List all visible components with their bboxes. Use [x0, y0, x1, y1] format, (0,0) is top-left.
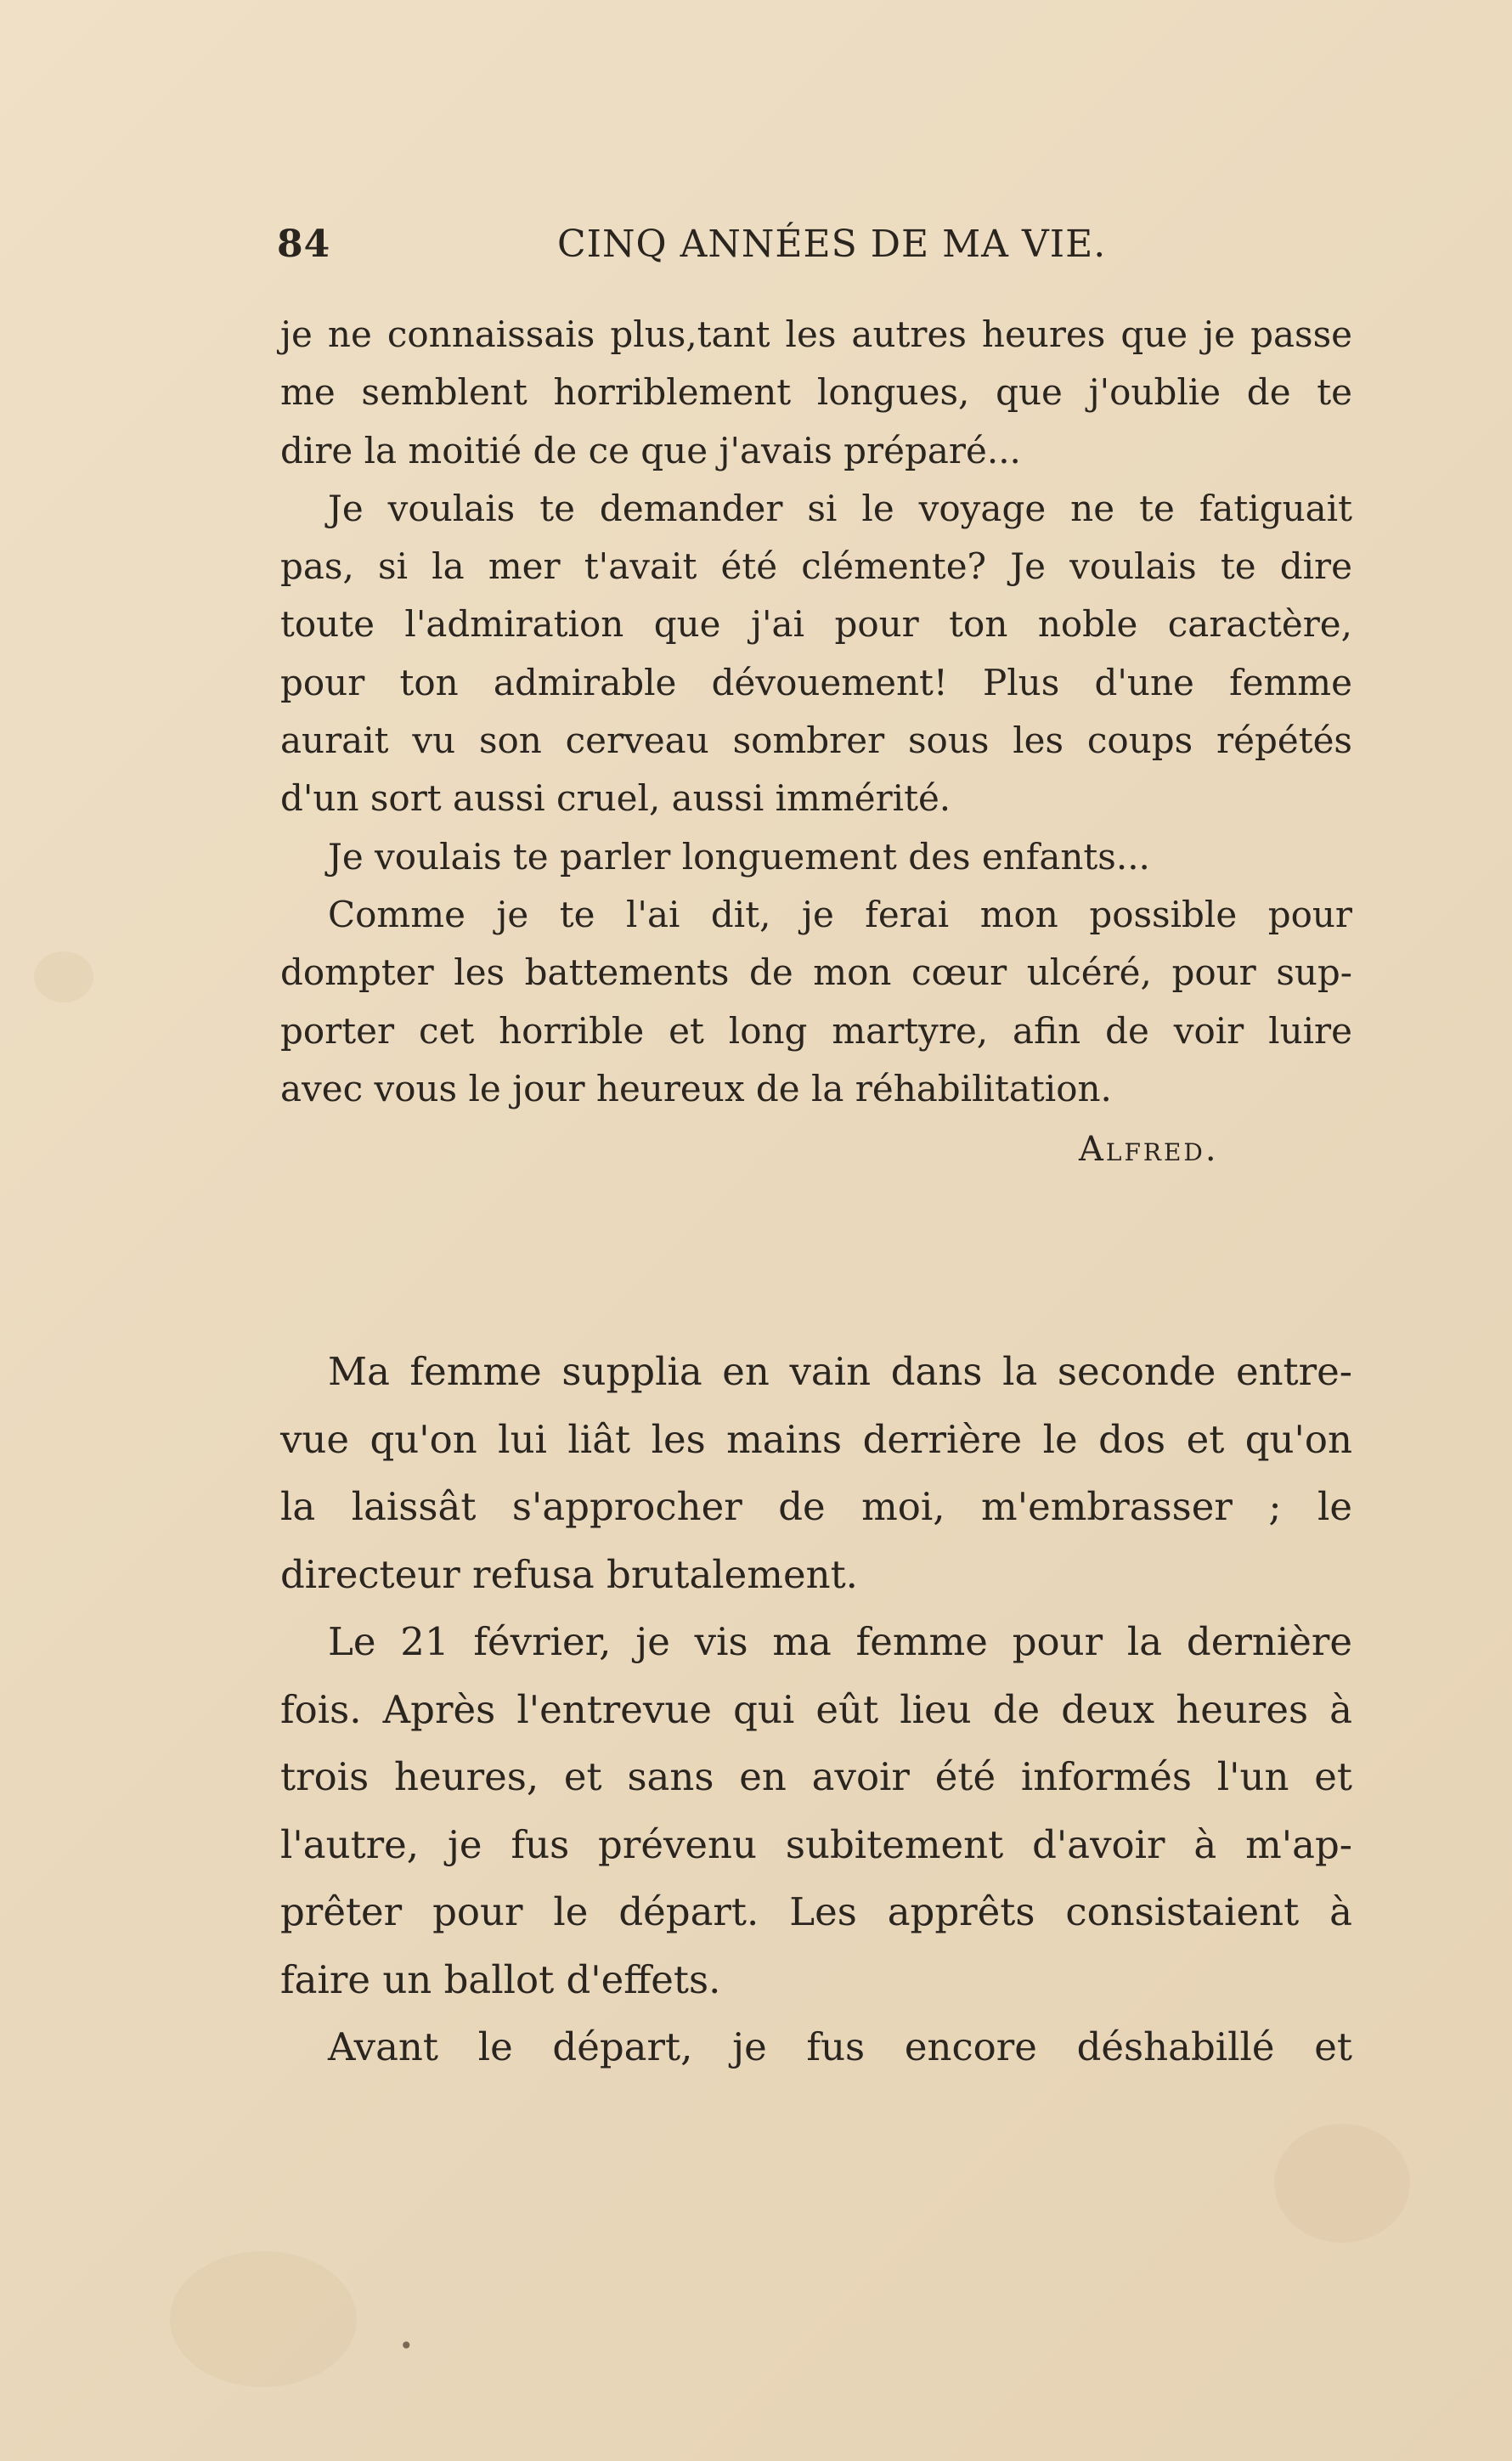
letter-text: [280, 306, 1352, 1118]
text-line: Je voulais te demander si le voyage ne te fatiguait: [328, 487, 1352, 529]
paper-stain: [170, 2251, 357, 2387]
page-number: 84: [277, 223, 331, 266]
text-line: aurait vu son cerveau sombrer sous les coups répétés: [280, 720, 1352, 762]
text-line: trois heures, et sans en avoir été informés l'un et: [280, 1754, 1352, 1799]
text-line: fois. Après l'entrevue qui eût lieu de deux heures à: [280, 1686, 1352, 1732]
ink-speck: •: [399, 2332, 414, 2360]
page-header: [277, 223, 1356, 274]
text-line: Le 21 février, je vis ma femme pour la dernière: [328, 1619, 1352, 1664]
text-line: l'autre, je fus prévenu subitement d'avoir à m'ap-: [280, 1821, 1352, 1867]
text-line: dire la moitié de ce que j'avais préparé...: [280, 429, 1021, 471]
text-line: d'un sort aussi cruel, aussi immérité.: [280, 777, 951, 820]
letter-signature: Alfred.: [1079, 1130, 1219, 1169]
paper-stain: [1274, 2124, 1410, 2243]
text-line: directeur refusa brutalement.: [280, 1551, 858, 1597]
text-line: me semblent horriblement longues, que j'oublie de te: [280, 371, 1352, 414]
text-line: la laissât s'approcher de moi, m'embrasser ; le: [280, 1484, 1352, 1529]
paper-stain: [34, 951, 93, 1002]
text-line: dompter les battements de mon cœur ulcéré, pour sup-: [280, 951, 1352, 994]
text-line: pas, si la mer t'avait été clémente? Je voulais te dire: [280, 545, 1352, 588]
text-line: Avant le départ, je fus encore déshabillé et: [328, 2024, 1352, 2069]
running-head: CINQ ANNÉES DE MA VIE.: [557, 223, 1107, 266]
text-line: porter cet horrible et long martyre, afin de voir luire: [280, 1009, 1352, 1052]
text-line: toute l'admiration que j'ai pour ton noble caractère,: [280, 603, 1352, 646]
text-line: faire un ballot d'effets.: [280, 1956, 721, 2002]
text-line: avec vous le jour heureux de la réhabilitation.: [280, 1067, 1112, 1109]
text-line: vue qu'on lui liât les mains derrière le dos et qu'on: [280, 1416, 1352, 1462]
text-line: prêter pour le départ. Les apprêts consistaient à: [280, 1889, 1352, 1934]
text-line: Comme je te l'ai dit, je ferai mon possible pour: [328, 893, 1352, 935]
text-line: Ma femme supplia en vain dans la seconde entre-: [328, 1349, 1352, 1394]
text-line: je ne connaissais plus,tant les autres heures que je passe: [280, 313, 1352, 355]
text-line: Je voulais te parler longuement des enfants...: [328, 835, 1150, 878]
narrative-text: [280, 1338, 1352, 2081]
text-line: pour ton admirable dévouement! Plus d'une femme: [280, 661, 1352, 703]
